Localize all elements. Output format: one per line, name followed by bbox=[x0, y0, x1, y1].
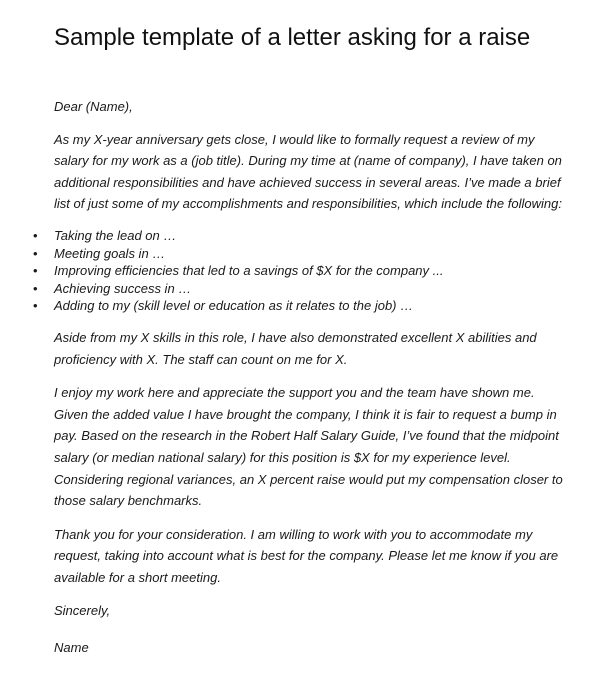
bullet-icon: • bbox=[33, 245, 38, 261]
paragraph-thanks: Thank you for your consideration. I am willing to work with you to accommodate my request, taking into account what is best for the company. Please let me know if you are available for a short meeting. bbox=[54, 526, 559, 585]
bullet-icon: • bbox=[33, 280, 38, 296]
letter-body bbox=[33, 96, 564, 659]
list-item-text: Improving efficiencies that led to a savings of $X for the company ... bbox=[54, 263, 444, 279]
closing: Sincerely, bbox=[54, 603, 111, 619]
page-title: Sample template of a letter asking for a raise bbox=[54, 24, 531, 51]
list-item-text: Taking the lead on … bbox=[54, 227, 177, 243]
paragraph-skills: Aside from my X skills in this role, I have also demonstrated excellent X abilities and proficiency with X. The staff can count on me for X. bbox=[54, 329, 537, 367]
list-item-text: Meeting goals in … bbox=[54, 245, 166, 261]
bullet-icon: • bbox=[33, 298, 38, 314]
list-item-text: Adding to my (skill level or education as it relates to the job) … bbox=[54, 298, 414, 314]
list-item bbox=[33, 297, 564, 315]
list-item bbox=[33, 280, 564, 298]
list-item bbox=[33, 245, 564, 263]
salutation: Dear (Name), bbox=[54, 99, 133, 114]
list-item-text: Achieving success in … bbox=[54, 280, 192, 296]
paragraph-intro: As my X-year anniversary gets close, I would like to formally request a review of my salary for my work as a (job title). During my time at (name of company), I have taken on additional responsibilities and have achieved success in several areas. I’ve made a brief list of just some of my accomplishments and responsibilities, which include the following: bbox=[54, 131, 562, 212]
signature: Name bbox=[54, 640, 89, 656]
bullet-icon: • bbox=[33, 227, 38, 243]
list-item bbox=[33, 262, 564, 280]
paragraph-justification: I enjoy my work here and appreciate the support you and the team have shown me. Given the added value I have brought the company, I think it is fair to request a bump in pay. Based on the research in the Robert Half Salary Guide, I’ve found that the midpoint salary (or median national salary) for this position is $X for my experience level. Considering regional variances, an X percent raise would put my compensation closer to those salary benchmarks. bbox=[54, 385, 563, 509]
accomplishments-list bbox=[33, 227, 564, 315]
bullet-icon: • bbox=[33, 263, 38, 279]
list-item bbox=[33, 227, 564, 245]
